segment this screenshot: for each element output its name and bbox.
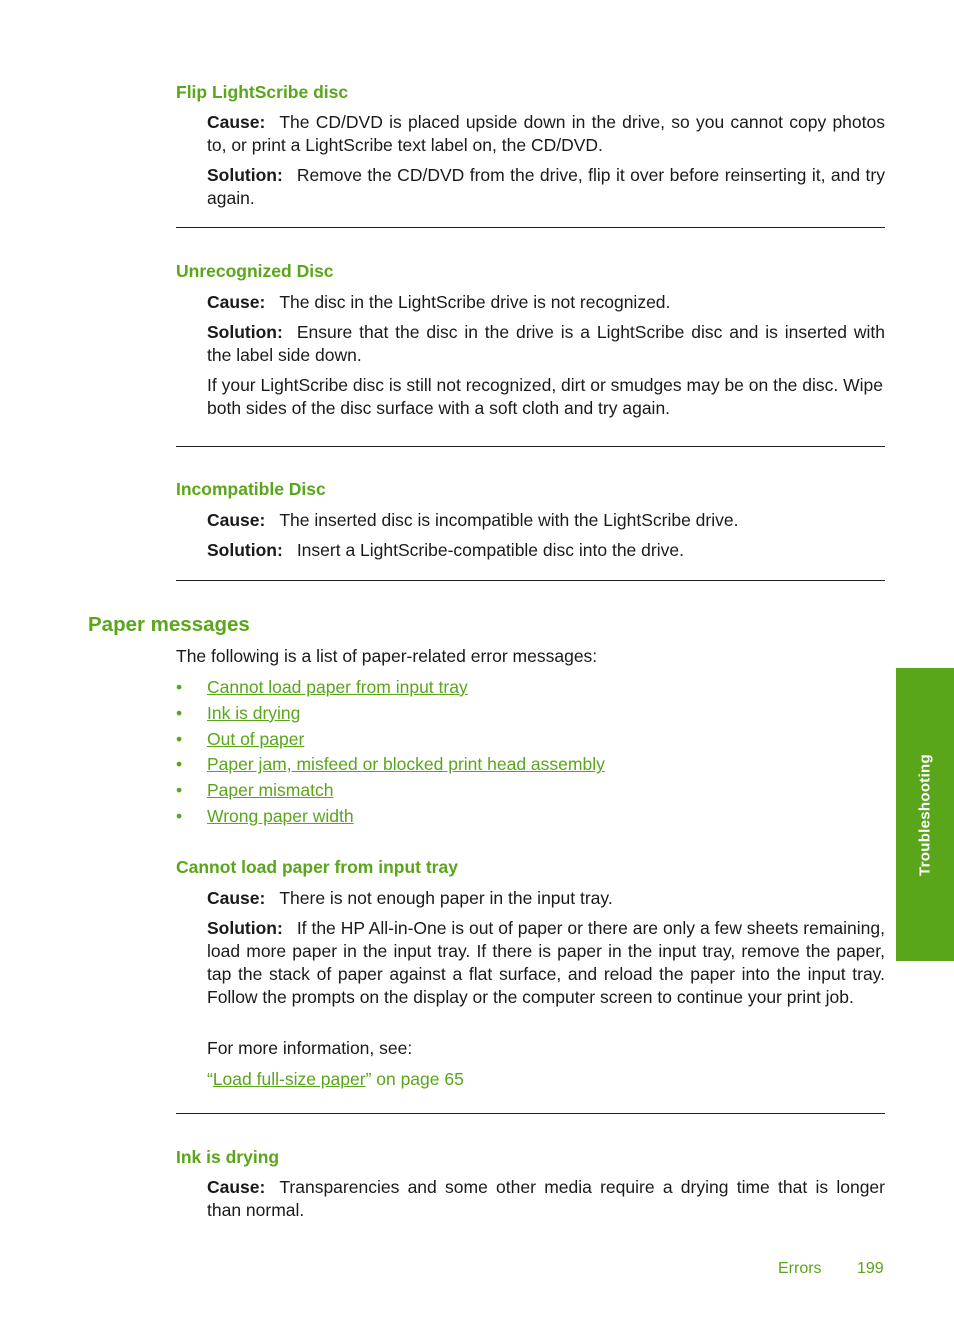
solution-label: Solution: xyxy=(207,918,283,938)
heading-flip-lightscribe-disc: Flip LightScribe disc xyxy=(176,82,349,102)
more-info-text: For more information, see: xyxy=(207,1038,413,1058)
bullet-icon: • xyxy=(176,754,183,775)
cause-label: Cause: xyxy=(207,1177,266,1197)
list-item xyxy=(176,676,605,702)
flip-cause-paragraph xyxy=(207,111,885,157)
section-divider xyxy=(176,227,885,228)
incompatible-solution-paragraph xyxy=(207,539,885,562)
link-ink-is-drying[interactable]: Ink is drying xyxy=(207,702,301,723)
cause-label: Cause: xyxy=(207,292,266,312)
link-out-of-paper[interactable]: Out of paper xyxy=(207,728,305,749)
bullet-icon: • xyxy=(176,677,183,697)
paper-messages-link-list xyxy=(176,676,605,831)
section-divider xyxy=(176,1113,885,1114)
unrecognized-cause-paragraph xyxy=(207,291,885,314)
solution-label: Solution: xyxy=(207,322,283,342)
solution-text: Remove the CD/DVD from the drive, flip it over before reinserting it, and try again. xyxy=(207,165,885,208)
heading-unrecognized-disc: Unrecognized Disc xyxy=(176,261,334,281)
list-item xyxy=(176,702,605,728)
xref-page-ref: ” on page 65 xyxy=(365,1069,464,1089)
cause-label: Cause: xyxy=(207,510,266,530)
cause-text: There is not enough paper in the input tray. xyxy=(279,888,613,908)
paper-intro-text: The following is a list of paper-related error messages: xyxy=(176,646,598,666)
section-divider xyxy=(176,446,885,447)
unrecognized-extra-paragraph: If your LightScribe disc is still not recognized, dirt or smudges may be on the disc. Wipe both sides of the disc surface with a soft cloth and try again. xyxy=(207,375,883,418)
footer-page-number: 199 xyxy=(857,1260,884,1277)
bullet-icon: • xyxy=(176,728,183,749)
cause-text: Transparencies and some other media require a drying time that is longer than normal. xyxy=(207,1177,885,1220)
list-item xyxy=(176,779,605,805)
solution-text: Ensure that the disc in the drive is a LightScribe disc and is inserted with the label side down. xyxy=(207,322,885,365)
link-wrong-paper-width[interactable]: Wrong paper width xyxy=(207,805,354,826)
bullet-icon: • xyxy=(176,702,183,723)
list-item xyxy=(176,753,605,779)
cause-text: The disc in the LightScribe drive is not recognized. xyxy=(279,292,671,312)
cause-label: Cause: xyxy=(207,888,266,908)
ink-drying-cause-paragraph xyxy=(207,1176,885,1222)
bullet-icon: • xyxy=(176,780,183,801)
unrecognized-solution-paragraph xyxy=(207,321,885,367)
incompatible-cause-paragraph xyxy=(207,509,885,532)
heading-ink-is-drying: Ink is drying xyxy=(176,1147,280,1167)
list-item xyxy=(176,805,605,831)
heading-incompatible-disc: Incompatible Disc xyxy=(176,479,326,499)
section-divider xyxy=(176,580,885,581)
heading-paper-messages: Paper messages xyxy=(88,613,250,636)
link-cannot-load-paper[interactable]: Cannot load paper from input tray xyxy=(207,677,468,697)
list-item xyxy=(176,728,605,754)
troubleshooting-side-tab xyxy=(896,668,954,961)
cause-text: The inserted disc is incompatible with the LightScribe drive. xyxy=(279,510,739,530)
flip-solution-paragraph xyxy=(207,164,885,210)
solution-text: If the HP All-in-One is out of paper or there are only a few sheets remaining, load more paper in the input tray. If there is paper in the input tray, remove the paper, tap the stack of paper against a flat surface, and reload the paper into the input tray. Follow the prompts on the display or the computer screen to continue your print job. xyxy=(207,918,885,1007)
footer-section-name: Errors xyxy=(778,1260,822,1277)
cause-text: The CD/DVD is placed upside down in the drive, so you cannot copy photos to, or print a LightScribe text label on, the CD/DVD. xyxy=(207,112,885,155)
link-paper-mismatch[interactable]: Paper mismatch xyxy=(207,780,334,801)
link-paper-jam[interactable]: Paper jam, misfeed or blocked print head assembly xyxy=(207,754,605,775)
cause-label: Cause: xyxy=(207,112,266,132)
side-tab-label: Troubleshooting xyxy=(916,753,934,876)
solution-text: Insert a LightScribe-compatible disc into the drive. xyxy=(296,540,684,560)
heading-cannot-load-paper: Cannot load paper from input tray xyxy=(176,857,458,877)
link-load-full-size-paper[interactable]: Load full-size paper xyxy=(212,1069,366,1089)
cross-reference xyxy=(207,1068,464,1091)
cannot-load-cause-paragraph xyxy=(207,887,885,910)
solution-label: Solution: xyxy=(207,165,283,185)
solution-label: Solution: xyxy=(207,540,283,560)
cannot-load-solution-paragraph xyxy=(207,917,885,1009)
bullet-icon: • xyxy=(176,805,183,826)
xref-open-quote: “ xyxy=(207,1069,213,1089)
